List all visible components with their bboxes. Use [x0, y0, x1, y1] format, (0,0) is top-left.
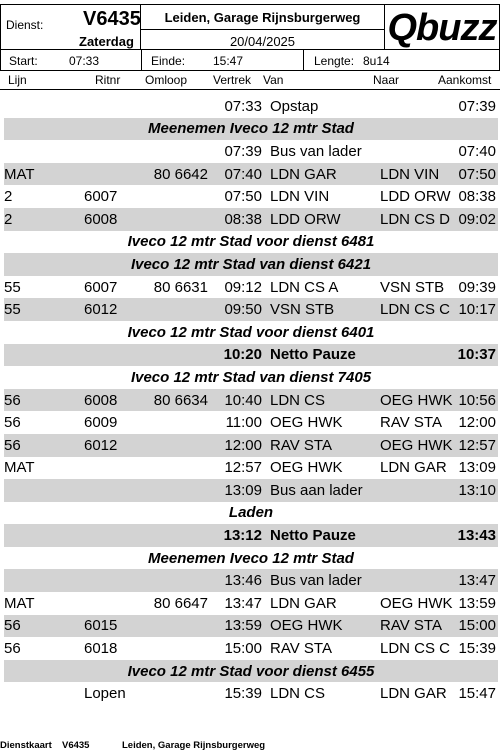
block-cell — [144, 637, 212, 660]
schedule-row — [4, 298, 498, 321]
departure-cell: 13:47 — [224, 594, 262, 612]
line-cell — [4, 479, 84, 502]
schedule-table — [4, 95, 498, 705]
to-cell — [380, 569, 456, 592]
line-cell — [4, 569, 84, 592]
dienst-box — [0, 4, 141, 50]
to-cell: LDN CS C — [380, 298, 456, 321]
trip-cell: Lopen — [84, 685, 126, 703]
line-cell: 56 — [4, 414, 21, 432]
from-cell: OEG HWK — [270, 414, 343, 432]
header-divider — [0, 89, 500, 90]
schedule-row — [4, 140, 498, 163]
departure-cell: 15:00 — [224, 640, 262, 658]
departure-cell: 13:09 — [212, 479, 270, 502]
col-omloop: Omloop — [145, 73, 188, 87]
break-row — [4, 344, 498, 367]
schedule-row — [4, 637, 498, 660]
to-cell: OEG HWK — [380, 434, 456, 457]
col-vertrek: Vertrek — [213, 73, 252, 87]
from-cell: LDN GAR — [270, 163, 380, 186]
trip-cell: 6007 — [84, 278, 118, 296]
line-cell — [4, 140, 84, 163]
section-title: Meenemen Iveco 12 mtr Stad — [4, 118, 498, 141]
arrival-cell: 09:02 — [456, 208, 498, 231]
to-cell: LDD ORW — [380, 188, 451, 206]
section-title-row — [4, 231, 498, 254]
block-cell — [144, 457, 212, 480]
line-cell: 56 — [4, 640, 21, 658]
trip-cell — [84, 457, 144, 480]
to-cell: LDN CS D — [380, 208, 456, 231]
section-title: Iveco 12 mtr Stad van dienst 6421 — [4, 253, 498, 276]
departure-cell: 13:59 — [212, 615, 270, 638]
departure-cell: 07:39 — [224, 142, 262, 160]
to-cell: LDN GAR — [380, 459, 447, 477]
col-aankomst: Aankomst — [438, 73, 492, 87]
from-cell: RAV STA — [270, 434, 380, 457]
line-cell: 55 — [4, 278, 21, 296]
arrival-cell: 07:40 — [458, 142, 496, 160]
to-cell: LDN GAR — [380, 685, 447, 703]
break-label: Netto Pauze — [270, 524, 456, 547]
line-cell: 2 — [4, 188, 13, 206]
schedule-row — [4, 411, 498, 434]
footer-location: Leiden, Garage Rijnsburgerweg — [122, 740, 266, 751]
arrival-cell: 13:09 — [458, 459, 496, 477]
from-cell: Bus van lader — [270, 569, 380, 592]
departure-cell: 07:40 — [212, 163, 270, 186]
schedule-row — [4, 569, 498, 592]
schedule-row — [4, 434, 498, 457]
departure-cell: 12:57 — [224, 459, 262, 477]
to-cell — [380, 479, 456, 502]
block-cell — [144, 434, 212, 457]
break-label: Netto Pauze — [270, 344, 456, 367]
trip-cell: 6015 — [84, 615, 144, 638]
trip-cell: 6009 — [84, 414, 118, 432]
from-cell: RAV STA — [270, 640, 332, 658]
departure-cell: 09:50 — [212, 298, 270, 321]
schedule-row — [4, 592, 498, 615]
to-cell: OEG HWK — [380, 594, 453, 612]
block-cell — [144, 298, 212, 321]
to-cell: VSN STB — [380, 278, 445, 296]
date-label: 20/04/2025 — [229, 34, 296, 49]
block-cell: 80 6642 — [144, 163, 212, 186]
arrival-cell: 13:10 — [456, 479, 498, 502]
start-label: Start: — [9, 54, 38, 68]
end-label: Einde: — [151, 54, 186, 68]
section-title: Iveco 12 mtr Stad voor dienst 6455 — [4, 660, 498, 683]
arrival-cell: 07:39 — [458, 97, 496, 115]
arrival-cell: 08:38 — [458, 188, 496, 206]
from-cell: LDN CS — [270, 685, 326, 703]
line-cell — [4, 682, 84, 705]
line-cell: MAT — [4, 163, 84, 186]
break-start: 10:20 — [212, 344, 270, 367]
break-end: 10:37 — [456, 344, 498, 367]
arrival-cell: 15:00 — [456, 615, 498, 638]
break-start: 13:12 — [212, 524, 270, 547]
trip-cell: 6008 — [84, 389, 144, 412]
line-cell: 2 — [4, 208, 84, 231]
line-cell: MAT — [4, 459, 35, 477]
line-cell: 56 — [4, 434, 84, 457]
departure-cell: 08:38 — [212, 208, 270, 231]
block-cell — [144, 569, 212, 592]
block-cell — [144, 682, 212, 705]
block-cell: 80 6647 — [153, 594, 208, 612]
departure-cell: 11:00 — [225, 414, 262, 432]
section-title: Laden — [228, 504, 274, 522]
arrival-cell: 09:39 — [458, 278, 496, 296]
from-cell: OEG HWK — [270, 615, 380, 638]
schedule-row — [4, 615, 498, 638]
from-cell: VSN STB — [270, 298, 380, 321]
line-cell — [4, 95, 84, 118]
schedule-row — [4, 95, 498, 118]
from-cell: LDN CS — [270, 389, 380, 412]
times-box — [0, 49, 500, 71]
schedule-row — [4, 163, 498, 186]
section-title: Iveco 12 mtr Stad van dienst 7405 — [130, 368, 372, 386]
departure-cell: 13:46 — [212, 569, 270, 592]
block-cell — [144, 615, 212, 638]
trip-cell — [84, 569, 144, 592]
location-label: Leiden, Garage Rijnsburgerweg — [164, 10, 361, 25]
from-cell: LDN GAR — [270, 594, 337, 612]
departure-cell: 10:40 — [212, 389, 270, 412]
trip-cell — [84, 479, 144, 502]
arrival-cell: 13:47 — [456, 569, 498, 592]
to-cell — [380, 140, 456, 163]
section-title-row — [4, 547, 498, 570]
trip-cell: 6012 — [84, 434, 144, 457]
day-label: Zaterdag — [79, 34, 134, 49]
dienst-number: V6435 — [83, 8, 141, 30]
section-title: Iveco 12 mtr Stad voor dienst 6401 — [127, 323, 375, 341]
qbuzz-logo: Qbuzz — [387, 7, 497, 49]
to-cell: LDN VIN — [380, 163, 456, 186]
schedule-row — [4, 457, 498, 480]
block-cell — [144, 95, 212, 118]
departure-cell: 09:12 — [224, 278, 262, 296]
length-value: 8u14 — [363, 54, 390, 68]
block-cell — [144, 185, 212, 208]
block-cell: 80 6631 — [153, 278, 208, 296]
trip-cell: 6007 — [84, 188, 118, 206]
section-title-row — [4, 660, 498, 683]
to-cell: LDN CS C — [380, 640, 451, 658]
to-cell — [380, 95, 456, 118]
schedule-row — [4, 682, 498, 705]
break-row — [4, 524, 498, 547]
schedule-row — [4, 276, 498, 299]
line-cell: 56 — [4, 615, 84, 638]
section-title-row — [4, 502, 498, 525]
schedule-row — [4, 208, 498, 231]
to-cell: OEG HWK — [380, 389, 456, 412]
from-cell: LDD ORW — [270, 208, 380, 231]
footer-label: Dienstkaart — [0, 740, 52, 751]
logo-box — [384, 4, 500, 50]
departure-cell: 07:50 — [224, 188, 262, 206]
arrival-cell: 07:50 — [456, 163, 498, 186]
section-title-row — [4, 118, 498, 141]
departure-cell: 12:00 — [212, 434, 270, 457]
arrival-cell: 10:17 — [456, 298, 498, 321]
arrival-cell: 12:57 — [456, 434, 498, 457]
schedule-row — [4, 185, 498, 208]
arrival-cell: 13:59 — [458, 594, 496, 612]
from-cell: LDN CS A — [270, 278, 339, 296]
section-title-row — [4, 321, 498, 344]
trip-cell — [84, 95, 144, 118]
col-ritnr: Ritnr — [95, 73, 121, 87]
from-cell: Opstap — [270, 97, 319, 115]
departure-cell: 15:39 — [224, 685, 262, 703]
footer-dienst-number: V6435 — [62, 740, 90, 751]
section-title: Iveco 12 mtr Stad voor dienst 6481 — [127, 233, 375, 251]
line-cell: MAT — [4, 594, 35, 612]
trip-cell — [84, 592, 144, 615]
from-cell: Bus van lader — [270, 142, 362, 160]
schedule-row — [4, 389, 498, 412]
block-cell: 80 6634 — [144, 389, 212, 412]
trip-cell — [84, 163, 144, 186]
trip-cell: 6008 — [84, 208, 144, 231]
section-title: Meenemen Iveco 12 mtr Stad — [148, 549, 354, 567]
schedule-row — [4, 479, 498, 502]
section-title-row — [4, 253, 498, 276]
to-cell: RAV STA — [380, 615, 456, 638]
block-cell — [144, 208, 212, 231]
to-cell: RAV STA — [380, 414, 442, 432]
location-date-box — [140, 4, 385, 50]
dienst-label: Dienst: — [6, 18, 44, 32]
trip-cell: 6012 — [84, 298, 144, 321]
line-cell: 55 — [4, 298, 84, 321]
line-cell: 56 — [4, 389, 84, 412]
col-naar: Naar — [373, 73, 400, 87]
block-cell — [144, 140, 212, 163]
arrival-cell: 15:39 — [458, 640, 496, 658]
block-cell — [144, 411, 212, 434]
from-cell: Bus aan lader — [270, 479, 380, 502]
arrival-cell: 10:56 — [456, 389, 498, 412]
departure-cell: 07:33 — [224, 97, 262, 115]
col-van: Van — [263, 73, 284, 87]
block-cell — [144, 479, 212, 502]
trip-cell: 6018 — [84, 640, 118, 658]
arrival-cell: 15:47 — [458, 685, 496, 703]
col-lijn: Lijn — [8, 73, 27, 87]
length-label: Lengte: — [314, 54, 355, 68]
arrival-cell: 12:00 — [458, 414, 496, 432]
from-cell: OEG HWK — [270, 459, 343, 477]
from-cell: LDN VIN — [270, 188, 330, 206]
trip-cell — [84, 140, 144, 163]
section-title-row — [4, 366, 498, 389]
break-end: 13:43 — [456, 524, 498, 547]
end-time: 15:47 — [213, 54, 244, 68]
start-time: 07:33 — [69, 54, 100, 68]
